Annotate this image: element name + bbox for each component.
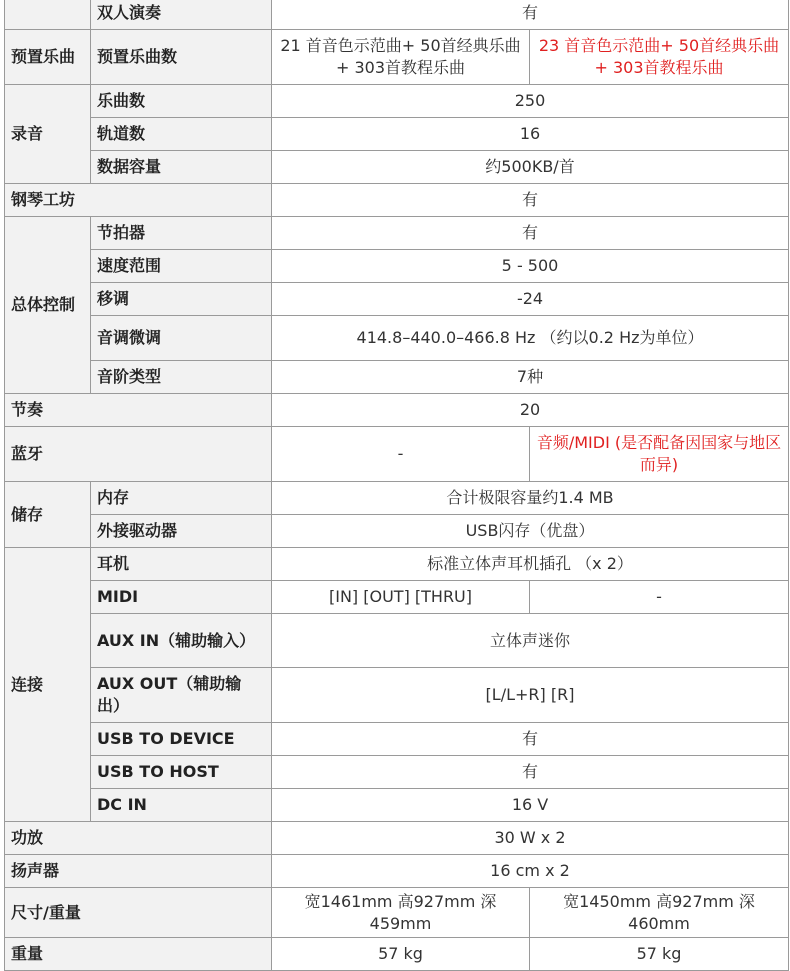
row-value: 16 [272, 118, 789, 151]
row-value: 16 cm x 2 [272, 855, 789, 888]
row-value: [IN] [OUT] [THRU] [272, 581, 530, 614]
row-value: 30 W x 2 [272, 822, 789, 855]
spec-table [4, 0, 789, 971]
row-value: 21 首音色示范曲+ 50首经典乐曲+ 303首教程乐曲 [272, 30, 530, 85]
table-row [5, 614, 789, 668]
category-label: 录音 [5, 85, 91, 184]
row-label: 耳机 [91, 548, 272, 581]
category-label: 总体控制 [5, 217, 91, 394]
row-value: 有 [272, 0, 789, 30]
table-row [5, 394, 789, 427]
table-row [5, 316, 789, 361]
table-row [5, 723, 789, 756]
row-label: 节拍器 [91, 217, 272, 250]
row-label: 音调微调 [91, 316, 272, 361]
row-label: 扬声器 [5, 855, 272, 888]
table-row [5, 822, 789, 855]
table-row [5, 151, 789, 184]
row-label: AUX IN（辅助输入） [91, 614, 272, 668]
table-row [5, 30, 789, 85]
table-row [5, 482, 789, 515]
row-value: 250 [272, 85, 789, 118]
row-label: 内存 [91, 482, 272, 515]
row-label: 功放 [5, 822, 272, 855]
row-label: MIDI [91, 581, 272, 614]
row-value: 宽1450mm 高927mm 深460mm [530, 888, 789, 938]
table-row [5, 0, 789, 30]
table-row [5, 938, 789, 971]
row-value: 有 [272, 217, 789, 250]
row-value: 414.8–440.0–466.8 Hz （约以0.2 Hz为单位） [272, 316, 789, 361]
row-label: 钢琴工坊 [5, 184, 272, 217]
row-label: 移调 [91, 283, 272, 316]
row-label: 双人演奏 [91, 0, 272, 30]
row-label: USB TO HOST [91, 756, 272, 789]
table-row [5, 888, 789, 938]
row-label: 预置乐曲数 [91, 30, 272, 85]
row-value: USB闪存（优盘） [272, 515, 789, 548]
table-row [5, 581, 789, 614]
row-value: 标准立体声耳机插孔 （x 2） [272, 548, 789, 581]
row-label: USB TO DEVICE [91, 723, 272, 756]
table-row [5, 85, 789, 118]
row-value: [L/L+R] [R] [272, 668, 789, 723]
row-value: 合计极限容量约1.4 MB [272, 482, 789, 515]
row-label: 速度范围 [91, 250, 272, 283]
row-label: 数据容量 [91, 151, 272, 184]
table-row [5, 427, 789, 482]
table-row [5, 118, 789, 151]
table-row [5, 184, 789, 217]
row-label: 尺寸/重量 [5, 888, 272, 938]
row-value: -24 [272, 283, 789, 316]
category-label: 连接 [5, 548, 91, 822]
row-value: 7种 [272, 361, 789, 394]
row-value: 宽1461mm 高927mm 深459mm [272, 888, 530, 938]
row-value: 有 [272, 723, 789, 756]
row-value-highlight: 音频/MIDI (是否配备因国家与地区而异) [530, 427, 789, 482]
row-label: 轨道数 [91, 118, 272, 151]
category-label: 储存 [5, 482, 91, 548]
row-value: - [530, 581, 789, 614]
row-label [5, 0, 91, 30]
table-row [5, 217, 789, 250]
row-label: 外接驱动器 [91, 515, 272, 548]
table-row [5, 548, 789, 581]
table-row [5, 361, 789, 394]
table-row [5, 668, 789, 723]
row-value: 有 [272, 184, 789, 217]
category-label: 预置乐曲 [5, 30, 91, 85]
table-row [5, 789, 789, 822]
row-label: 音阶类型 [91, 361, 272, 394]
row-value: 16 V [272, 789, 789, 822]
row-value: 57 kg [272, 938, 530, 971]
row-label: 乐曲数 [91, 85, 272, 118]
row-value: 有 [272, 756, 789, 789]
row-value-highlight: 23 首音色示范曲+ 50首经典乐曲+ 303首教程乐曲 [530, 30, 789, 85]
row-value: 20 [272, 394, 789, 427]
row-label: DC IN [91, 789, 272, 822]
row-label: AUX OUT（辅助输出） [91, 668, 272, 723]
table-row [5, 515, 789, 548]
row-label: 蓝牙 [5, 427, 272, 482]
row-label: 重量 [5, 938, 272, 971]
table-row [5, 756, 789, 789]
table-row [5, 250, 789, 283]
table-row [5, 855, 789, 888]
row-label: 节奏 [5, 394, 272, 427]
row-value: 57 kg [530, 938, 789, 971]
row-value: 约500KB/首 [272, 151, 789, 184]
row-value: - [272, 427, 530, 482]
row-value: 立体声迷你 [272, 614, 789, 668]
table-row [5, 283, 789, 316]
row-value: 5 - 500 [272, 250, 789, 283]
